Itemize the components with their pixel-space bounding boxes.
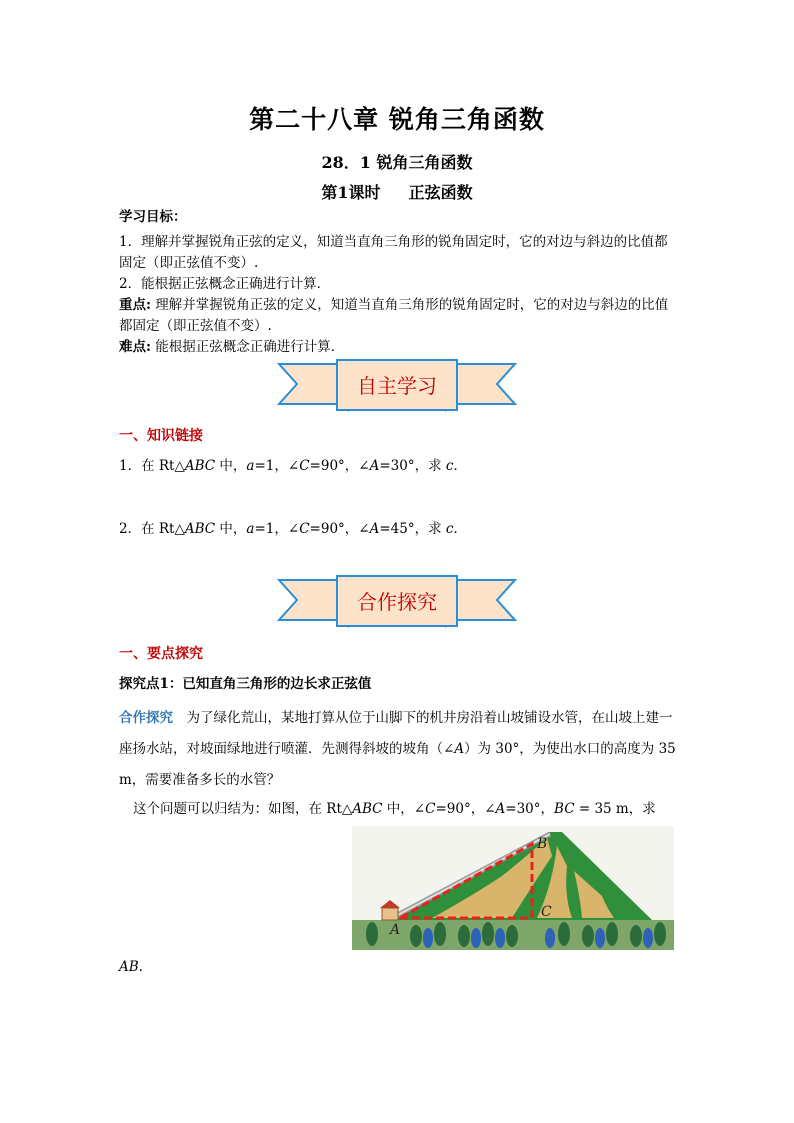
label-b: B bbox=[537, 836, 548, 852]
objectives-heading: 学习目标： bbox=[119, 209, 187, 225]
chapter-title: 第二十八章 锐角三角函数 bbox=[249, 105, 545, 134]
key-point bbox=[119, 295, 679, 337]
banner-label: 合作探究 bbox=[357, 590, 437, 614]
difficulty-label: 难点: bbox=[119, 339, 151, 355]
exploration-point-title: 探究点1：已知直角三角形的边长求正弦值 bbox=[119, 676, 372, 692]
cooperative-banner bbox=[0, 574, 794, 632]
self-study-banner bbox=[0, 358, 794, 416]
lesson-topic: 正弦函数 bbox=[408, 183, 473, 202]
question-2: 2．在 Rt△ABC 中，a=1，∠C=90°，∠A=45°，求 c． bbox=[119, 521, 467, 537]
key-text: 理解并掌握锐角正弦的定义，知道当直角三角形的锐角固定时，它的对边与斜边的比值都固定（即正弦值不变）. bbox=[119, 297, 669, 334]
lesson-number: 第1课时 bbox=[321, 183, 381, 202]
lesson-title bbox=[0, 180, 794, 203]
label-a: A bbox=[390, 922, 401, 938]
ribbon-icon bbox=[277, 358, 517, 416]
knowledge-link-heading: 一、知识链接 bbox=[119, 428, 203, 444]
problem-ending: AB. bbox=[119, 959, 143, 975]
mountain-figure bbox=[352, 826, 674, 950]
objective-2: 2．能根据正弦概念正确进行计算． bbox=[119, 276, 331, 292]
key-label: 重点: bbox=[119, 297, 151, 313]
difficulty-point bbox=[119, 337, 679, 358]
cooperative-label: 合作探究 bbox=[119, 710, 173, 726]
question-1: 1．在 Rt△ABC 中，a=1，∠C=90°，∠A=30°，求 c． bbox=[119, 458, 467, 474]
problem-summary: 这个问题可以归结为：如图，在 Rt△ABC 中，∠C=90°，∠A=30°，BC = 35 m，求 bbox=[133, 801, 656, 817]
objective-1: 1．理解并掌握锐角正弦的定义，知道当直角三角形的锐角固定时，它的对边与斜边的比值都固定（即正弦值不变）. bbox=[119, 234, 668, 271]
key-points-heading: 一、要点探究 bbox=[119, 646, 203, 662]
cooperative-problem: 合作探究 为了绿化荒山，某地打算从位于山脚下的机井房沿着山坡铺设水管，在山坡上建一座扬水站，对坡面绿地进行喷灌．先测得斜坡的坡角（∠A）为 30°，为使出水口的高度为 35 m，需要准备多长的水管？ bbox=[119, 710, 676, 788]
banner-label: 自主学习 bbox=[357, 374, 437, 398]
difficulty-text: 能根据正弦概念正确进行计算． bbox=[150, 339, 345, 355]
section-title: 28．1 锐角三角函数 bbox=[321, 153, 473, 172]
label-c: C bbox=[541, 904, 552, 920]
ribbon-icon bbox=[277, 574, 517, 632]
